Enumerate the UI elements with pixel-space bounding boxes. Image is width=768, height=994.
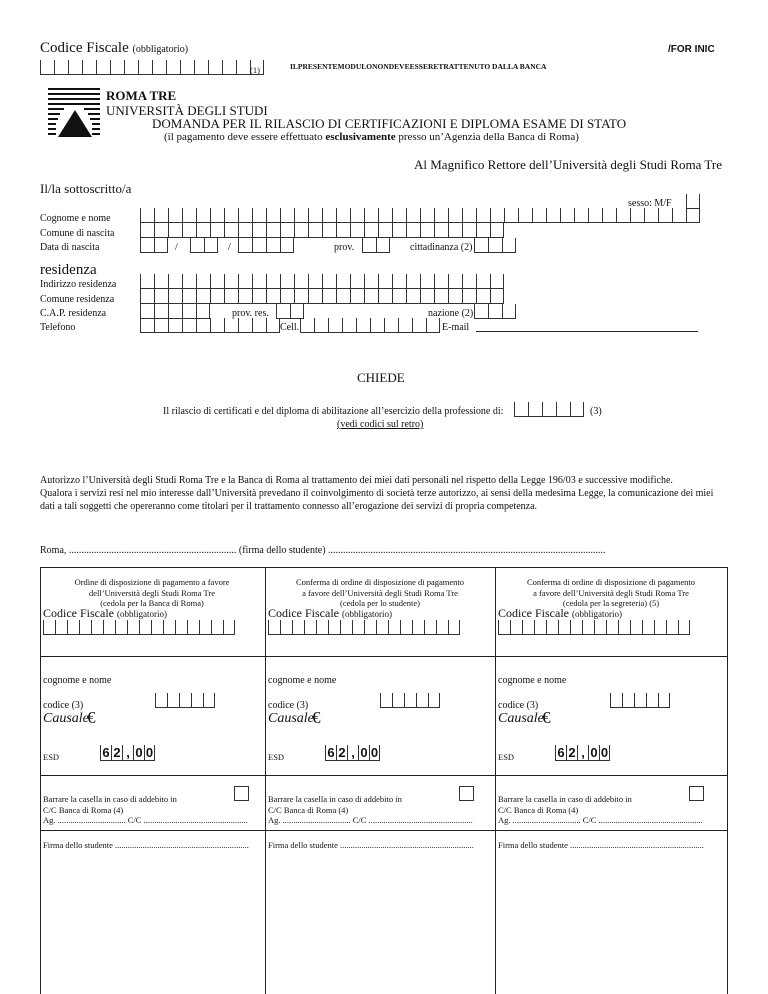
- request-title: CHIEDE: [357, 370, 405, 385]
- table-left-border: [40, 567, 41, 994]
- amount-digit: 2: [336, 745, 347, 760]
- nation-label: nazione (2): [428, 308, 474, 319]
- coupon-cf-field[interactable]: [43, 620, 235, 635]
- euro-icon: €: [312, 708, 321, 727]
- phone-field[interactable]: [140, 318, 280, 333]
- codes-link[interactable]: (vedi codici sul retro): [337, 419, 424, 430]
- res-city-label: Comune residenza: [40, 294, 115, 305]
- birth-date-label: Data di nascita: [40, 242, 100, 253]
- amount-digit: 0: [358, 745, 369, 760]
- debit-text: Barrare la casella in caso di addebito in: [268, 794, 402, 804]
- sex-label: sesso: M/F: [628, 198, 672, 209]
- coupon-cf-label: Codice Fiscale (obbligatorio): [268, 606, 392, 620]
- prov-label: prov.: [334, 242, 355, 253]
- undersigned: Il/la sottoscritto/a: [40, 181, 132, 196]
- student-signature-line[interactable]: Firma dello studente ...............................................................: [498, 840, 704, 850]
- consent-line: dati a tali soggetti che opereranno come titolari per il trattamento connesso all’erogazione dei servizi di propria competenza.: [40, 501, 538, 512]
- amount-field: [325, 745, 380, 761]
- euro-icon: €: [87, 708, 96, 727]
- debit-checkbox[interactable]: [689, 786, 704, 801]
- form-title: DOMANDA PER IL RILASCIO DI CERTIFICAZIONI E DIPLOMA ESAME DI STATO: [152, 116, 627, 131]
- amount-digit: 0: [133, 745, 144, 760]
- coupon-cf-label: Codice Fiscale (obbligatorio): [43, 606, 167, 620]
- debit-checkbox[interactable]: [234, 786, 249, 801]
- esd-label: ESD: [268, 752, 285, 762]
- consent-line: Autorizzo l’Università degli Studi Roma Tre e la Banca di Roma al trattamento dei miei dati personali nel rispetto della Legge 196/03 e successive modifiche.: [40, 475, 673, 486]
- amount-digit: 0: [588, 745, 599, 760]
- coupon-name-label: cognome e nome: [498, 675, 567, 686]
- surname-name-label: Cognome e nome: [40, 213, 111, 224]
- coupon-name-label: cognome e nome: [43, 675, 112, 686]
- addressee: Al Magnifico Rettore dell’Università degli Studi Roma Tre: [414, 157, 722, 172]
- consent-line: Qualora i servizi resi nel mio interesse dall’Università prevedano il coinvolgimento di società terze autorizzo, ai sensi della medesima Legge, la comunicazione dei miei: [40, 488, 714, 499]
- coupon-head: (cedola per la Banca di Roma): [100, 598, 204, 608]
- birth-month-field[interactable]: [190, 238, 218, 253]
- residence-title: residenza: [40, 262, 97, 278]
- coupon-head: dell’Università degli Studi Roma Tre: [88, 588, 216, 598]
- column-divider: [495, 567, 496, 994]
- coupon-name-label: cognome e nome: [268, 675, 337, 686]
- amount-field: [555, 745, 610, 761]
- citizenship-field[interactable]: [474, 238, 516, 253]
- cf-ref: (1): [250, 65, 260, 75]
- profession-code-field[interactable]: [514, 402, 584, 417]
- student-signature-line[interactable]: Firma dello studente ...............................................................: [43, 840, 249, 850]
- surname-name-field[interactable]: [140, 208, 700, 223]
- email-line[interactable]: [476, 331, 698, 332]
- cf-label: Codice Fiscale (obbligatorio): [40, 40, 189, 56]
- debit-text: C/C Banca di Roma (4): [43, 805, 124, 815]
- uni-name-2: UNIVERSITÀ DEGLI STUDI: [106, 103, 268, 118]
- coupon-cause-label: Causale: [43, 711, 89, 726]
- coupon-cf-field[interactable]: [268, 620, 460, 635]
- debit-text: Barrare la casella in caso di addebito in: [498, 794, 632, 804]
- uni-name: ROMA TRE: [106, 88, 177, 103]
- cell-field[interactable]: [300, 318, 440, 333]
- form-code: /FOR INIC: [668, 44, 715, 55]
- coupon-code-field[interactable]: [380, 693, 440, 708]
- birth-city-label: Comune di nascita: [40, 228, 115, 239]
- table-top-border: [40, 567, 728, 568]
- amount-digit: 0: [145, 745, 154, 760]
- coupon-code-label: codice (3): [498, 700, 539, 711]
- debit-checkbox[interactable]: [459, 786, 474, 801]
- amount-digit: 6: [100, 745, 111, 760]
- debit-text: C/C Banca di Roma (4): [268, 805, 349, 815]
- coupon-code-label: codice (3): [43, 700, 84, 711]
- amount-digit: ,: [347, 745, 358, 760]
- debit-account-line[interactable]: Ag. ................................ C/C .................................................: [498, 815, 703, 825]
- prov-field[interactable]: [362, 238, 390, 253]
- coupon-head: a favore dell’Università degli Studi Roma Tre: [533, 588, 689, 598]
- student-signature-line[interactable]: Firma dello studente ...............................................................: [268, 840, 474, 850]
- res-city-field[interactable]: [140, 289, 504, 304]
- amount-digit: 6: [555, 745, 566, 760]
- esd-label: ESD: [43, 752, 60, 762]
- address-field[interactable]: [140, 274, 504, 289]
- phone-label: Telefono: [40, 322, 76, 333]
- prov-res-field[interactable]: [276, 304, 304, 319]
- payment-note: (il pagamento deve essere effettuato esclusivamente presso un’Agenzia della Banca di Roma): [164, 131, 579, 143]
- request-text: Il rilascio di certificati e del diploma di abilitazione all’esercizio della professione di:: [163, 406, 504, 417]
- coupon-cf-field[interactable]: [498, 620, 690, 635]
- esd-label: ESD: [498, 752, 515, 762]
- coupon-cause-label: Causale: [268, 711, 314, 726]
- column-divider: [265, 567, 266, 994]
- coupon-code-field[interactable]: [610, 693, 670, 708]
- bank-notice: ILPRESENTEMODULONONDEVEESSERETRATTENUTO DALLA BANCA: [290, 62, 547, 71]
- euro-icon: €: [542, 708, 551, 727]
- debit-account-line[interactable]: Ag. ................................ C/C .................................................: [43, 815, 248, 825]
- amount-digit: 2: [566, 745, 577, 760]
- prov-res-label: prov. res.: [232, 308, 269, 319]
- debit-account-line[interactable]: Ag. ................................ C/C .................................................: [268, 815, 473, 825]
- coupon-head: Conferma di ordine di disposizione di pagamento: [526, 577, 696, 587]
- sex-field[interactable]: [686, 194, 700, 209]
- row-divider: [40, 830, 728, 831]
- cap-label: C.A.P. residenza: [40, 308, 107, 319]
- row-divider: [40, 656, 728, 657]
- coupon-cause-label: Causale: [498, 711, 544, 726]
- coupon-head: Ordine di disposizione di pagamento a favore: [74, 577, 230, 587]
- amount-digit: ,: [577, 745, 588, 760]
- coupon-cf-label: Codice Fiscale (obbligatorio): [498, 606, 622, 620]
- coupon-head: Conferma di ordine di disposizione di pagamento: [295, 577, 465, 587]
- coupon-head: (cedola per la segreteria) (5): [562, 598, 660, 608]
- amount-field: [100, 745, 155, 761]
- birth-city-field[interactable]: [140, 223, 504, 238]
- signature-line[interactable]: Roma, ................................................................... (firma dello studente) ...............................................................................................................: [40, 545, 606, 556]
- cell-label: Cell.: [280, 322, 300, 333]
- citizenship-label: cittadinanza (2): [410, 242, 473, 253]
- birth-year-field[interactable]: [238, 238, 294, 253]
- coupon-code-label: codice (3): [268, 700, 309, 711]
- amount-digit: 0: [600, 745, 609, 760]
- date-slash: /: [228, 242, 231, 253]
- nation-field[interactable]: [474, 304, 516, 319]
- row-divider: [40, 775, 728, 776]
- address-label: Indirizzo residenza: [40, 279, 117, 290]
- coupon-head: (cedola per lo studente): [339, 598, 421, 608]
- amount-digit: 6: [325, 745, 336, 760]
- cap-field[interactable]: [140, 304, 210, 319]
- cf-field[interactable]: [40, 60, 264, 75]
- coupon-code-field[interactable]: [155, 693, 215, 708]
- amount-digit: 0: [370, 745, 379, 760]
- coupon-head: a favore dell’Università degli Studi Roma Tre: [302, 588, 458, 598]
- debit-text: C/C Banca di Roma (4): [498, 805, 579, 815]
- email-label: E-mail: [442, 322, 470, 333]
- request-ref: (3): [590, 406, 602, 417]
- birth-day-field[interactable]: [140, 238, 168, 253]
- date-slash: /: [175, 242, 178, 253]
- amount-digit: ,: [122, 745, 133, 760]
- table-right-border: [727, 567, 728, 994]
- amount-digit: 2: [111, 745, 122, 760]
- debit-text: Barrare la casella in caso di addebito in: [43, 794, 177, 804]
- triangle-icon: [56, 108, 94, 138]
